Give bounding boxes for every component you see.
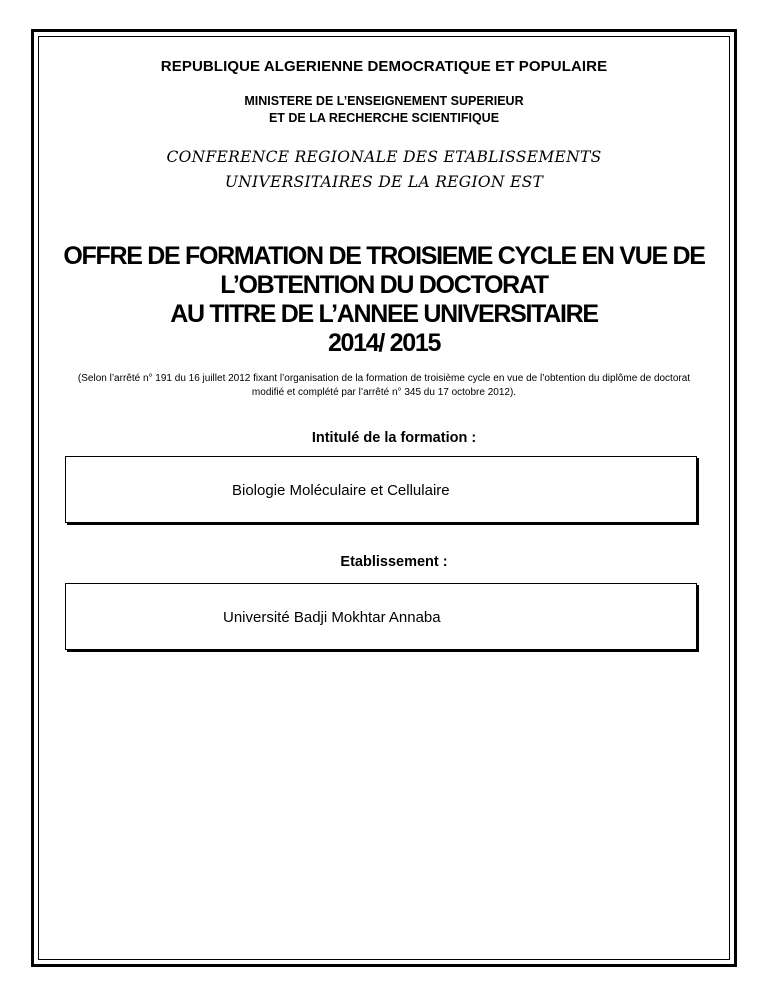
formation-value: Biologie Moléculaire et Cellulaire — [232, 482, 450, 499]
conference-line-1: CONFERENCE REGIONALE DES ETABLISSEMENTS — [166, 148, 602, 166]
title-line-2: L’OBTENTION DU DOCTORAT — [220, 271, 548, 299]
formation-box — [65, 456, 697, 523]
ministere-line-2: ET DE LA RECHERCHE SCIENTIFIQUE — [268, 111, 500, 125]
legal-note: (Selon l’arrêté n° 191 du 16 juillet 2012 fixant l’organisation de la formation de troisième cycle en vue de l’obtention du diplôme de doctorat modifié et complété par l’arrêté n° 345 du 17 octobre 2012). — [77, 373, 691, 398]
title-year: 2014/ 2015 — [327, 329, 441, 357]
title-line-1: OFFRE DE FORMATION DE TROISIEME CYCLE EN VUE DE — [63, 242, 705, 270]
ministere-line-1: MINISTERE DE L’ENSEIGNEMENT SUPERIEUR — [244, 94, 524, 108]
title-line-3: AU TITRE DE L’ANNEE UNIVERSITAIRE — [170, 300, 598, 328]
etablissement-label: Etablissement : — [340, 554, 448, 570]
etablissement-box — [65, 583, 697, 650]
conference-line-2: UNIVERSITAIRES DE LA REGION EST — [224, 173, 544, 191]
formation-label: Intitulé de la formation : — [311, 430, 477, 446]
republique-heading: REPUBLIQUE ALGERIENNE DEMOCRATIQUE ET POPULAIRE — [160, 58, 608, 75]
etablissement-value: Université Badji Mokhtar Annaba — [223, 609, 441, 626]
